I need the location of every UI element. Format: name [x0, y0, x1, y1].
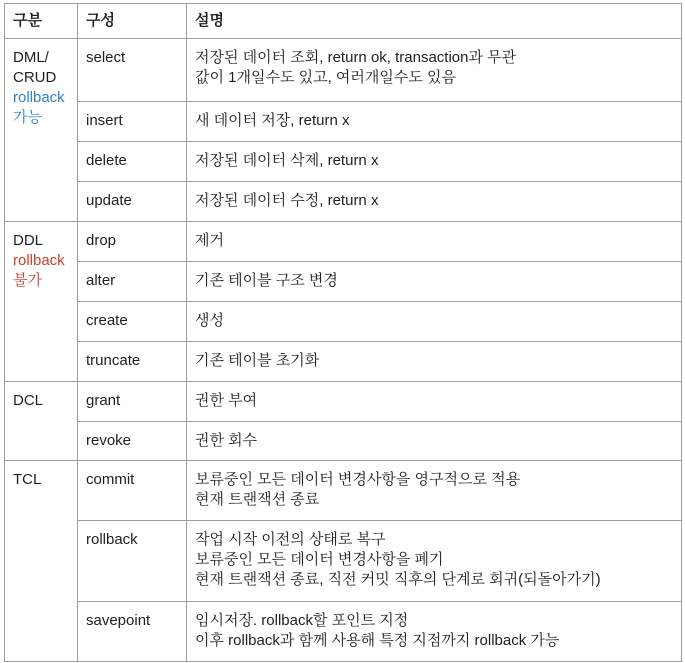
table-row: [5, 521, 682, 602]
description-create: 생성: [187, 302, 682, 342]
description-update: 저장된 데이터 수정, return x: [187, 182, 682, 222]
category-dcl: [5, 382, 78, 461]
table-row: [5, 222, 682, 262]
description-delete: 저장된 데이터 삭제, return x: [187, 142, 682, 182]
description-grant: 권한 부여: [187, 382, 682, 422]
table-row: [5, 302, 682, 342]
header-category: 구분: [5, 4, 78, 39]
table-row: [5, 39, 682, 102]
component-delete: delete: [78, 142, 187, 182]
category-label: CRUD: [13, 69, 57, 86]
rollback-hint: 불가: [13, 272, 42, 289]
category-label: DDL: [13, 232, 44, 249]
description-revoke: 권한 회수: [187, 422, 682, 461]
component-select: select: [78, 39, 187, 102]
table-row: [5, 422, 682, 461]
description-select: 저장된 데이터 조회, return ok, transaction과 무관 값이 1개일수도 있고, 여러개일수도 있음: [187, 39, 682, 102]
description-commit: 보류중인 모든 데이터 변경사항을 영구적으로 적용 현재 트랜잭션 종료: [187, 461, 682, 521]
description-alter: 기존 테이블 구조 변경: [187, 262, 682, 302]
table-row: [5, 342, 682, 382]
category-label: TCL: [13, 471, 42, 488]
table-row: [5, 142, 682, 182]
table-row: [5, 102, 682, 142]
component-create: create: [78, 302, 187, 342]
description-savepoint: 임시저장. rollback할 포인트 지정 이후 rollback과 함께 사용해 특정 지점까지 rollback 가능: [187, 602, 682, 662]
description-rollback: 작업 시작 이전의 상태로 복구 보류중인 모든 데이터 변경사항을 폐기 현재 트랜잭션 종료, 직전 커밋 직후의 단계로 회귀(되돌아가기): [187, 521, 682, 602]
component-drop: drop: [78, 222, 187, 262]
table-row: [5, 461, 682, 521]
header-component: 구성: [78, 4, 187, 39]
header-row: [5, 4, 682, 39]
table-row: [5, 262, 682, 302]
component-grant: grant: [78, 382, 187, 422]
component-revoke: revoke: [78, 422, 187, 461]
table-row: [5, 382, 682, 422]
component-insert: insert: [78, 102, 187, 142]
category-label: DCL: [13, 392, 44, 409]
component-alter: alter: [78, 262, 187, 302]
header-description: 설명: [187, 4, 682, 39]
rollback-hint: 가능: [13, 109, 42, 126]
description-truncate: 기존 테이블 초기화: [187, 342, 682, 382]
table-row: [5, 602, 682, 662]
table-row: [5, 182, 682, 222]
sql-command-table: [4, 3, 682, 662]
component-truncate: truncate: [78, 342, 187, 382]
category-tcl: [5, 461, 78, 662]
component-commit: commit: [78, 461, 187, 521]
rollback-hint: rollback: [13, 252, 65, 269]
component-update: update: [78, 182, 187, 222]
category-label: DML/: [13, 49, 49, 66]
category-ddl: [5, 222, 78, 382]
category-dml: [5, 39, 78, 222]
description-drop: 제거: [187, 222, 682, 262]
component-rollback: rollback: [78, 521, 187, 602]
rollback-hint: rollback: [13, 89, 65, 106]
component-savepoint: savepoint: [78, 602, 187, 662]
description-insert: 새 데이터 저장, return x: [187, 102, 682, 142]
